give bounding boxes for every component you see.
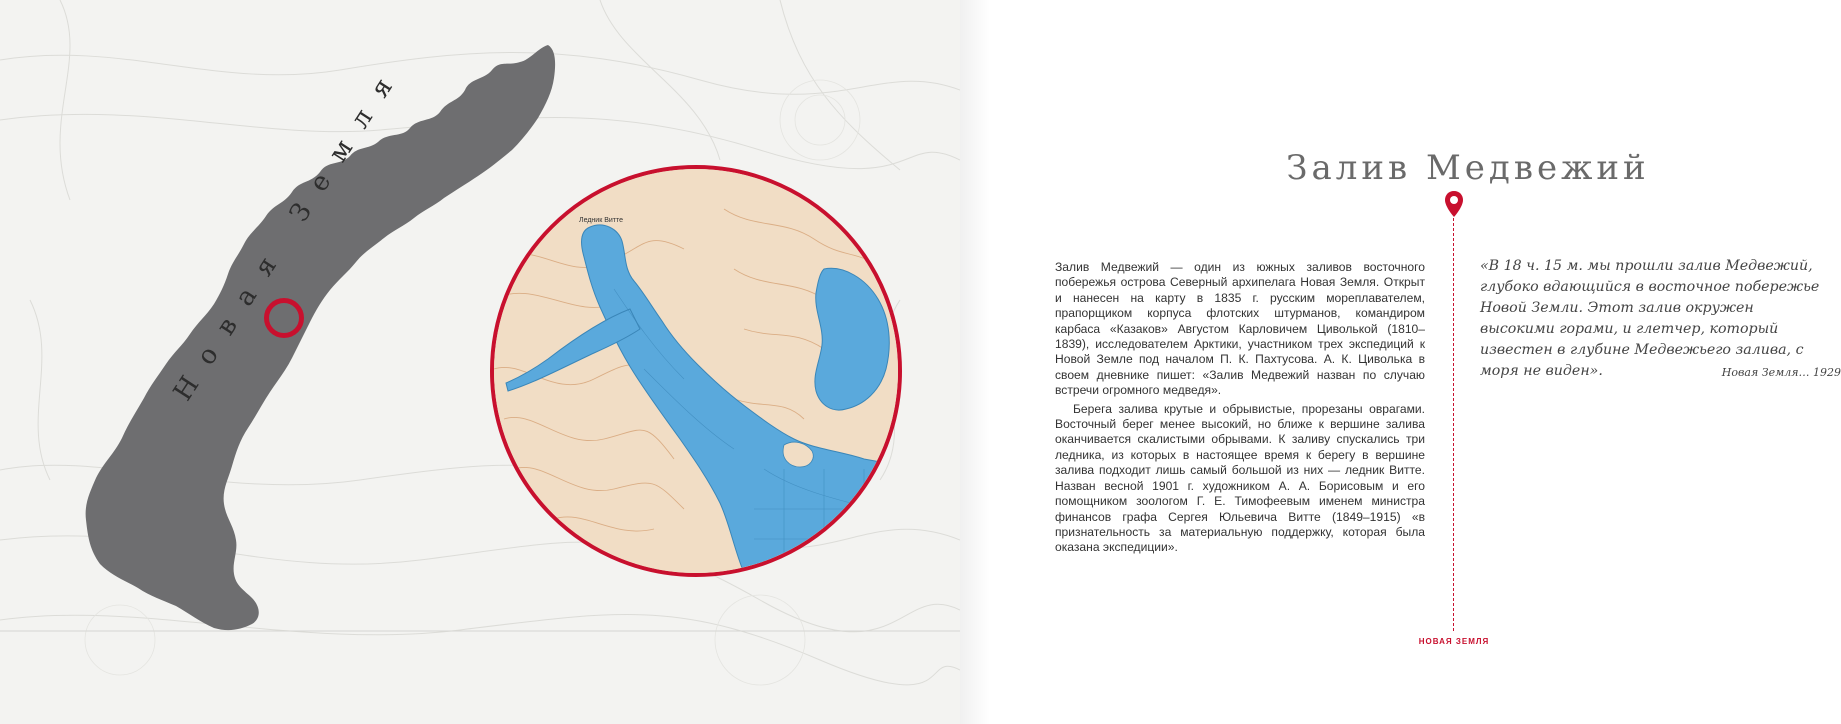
location-marker (264, 298, 304, 338)
bay-detail-map (494, 169, 898, 573)
glacier-label: Ледник Витте (579, 217, 624, 224)
island-name-label: Новая Земля (168, 56, 410, 407)
quote-source: Новая Земля… 1929 (1721, 366, 1841, 379)
detail-map-circle (490, 165, 902, 577)
timeline-line (1453, 218, 1454, 631)
article-paragraph: Берега залива крутые и обрывистые, прорезаны оврагами. Восточный берег менее высокий, но ближе к вершине залива оканчивается скалистыми обрывами. К заливу спускались три ледника, из которых в настоящее время к берегу в вершине залива подходит лишь самый большой из них — ледник Витте. Назван весной 1901 г. художником А. А. Борисовым и его помощником зоологом Г. Е. Тимофеевым именем министра финансов графа Сергея Юльевича Витте (1849–1915) «в признательность за материальную поддержку, которая была оказана экспедиции». (1055, 401, 1425, 555)
page-gutter (960, 0, 990, 724)
article-paragraph: Залив Медвежий — один из южных заливов восточного побережья острова Северный архипелага Новая Земля. Открыт и нанесен на карту в 1835 г. русским мореплавателем, прапорщиком корпуса флотских штурманов, командиром карбаса «Казаков» Августом Карловичем Циволькой (1810–1839), исследователем Арктики, участником трех экспедиций к Новой Земле под началом П. К. Пахтусова. А. К. Циволька в своем дневнике пишет: «Залив Медвежий назван по случаю встречи огромного медведя». (1055, 260, 1425, 398)
pull-quote: «В 18 ч. 15 м. мы прошли залив Медвежий, глубоко вдающийся в восточное побережье Новой Земли. Этот залив окружен высокими горами, и глетчер, который известен в глубине Медвежьего залива, с моря не виден». (1480, 258, 1820, 379)
page-footer: НОВАЯ ЗЕМЛЯ (1418, 637, 1490, 646)
page-title: Залив Медвежий (1286, 148, 1650, 188)
map-pin-icon (1444, 190, 1464, 218)
article-body (1055, 260, 1425, 556)
text-page (960, 0, 1841, 724)
